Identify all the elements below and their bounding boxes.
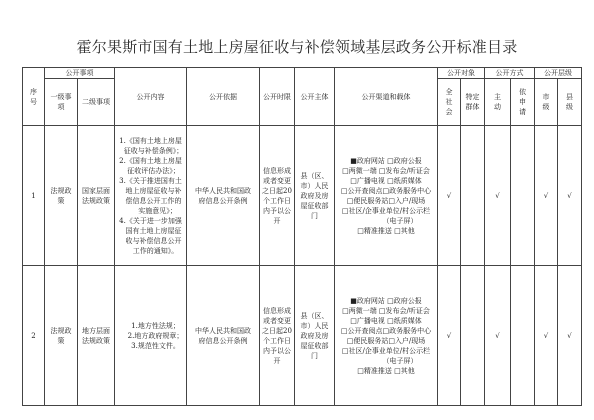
header-seq: 序号 <box>23 68 45 126</box>
row-basis: 中华人民共和国政府信息公开条例 <box>187 266 260 406</box>
table-row <box>23 126 582 266</box>
header-basis: 公开依据 <box>187 68 260 126</box>
check-on-request <box>511 126 535 266</box>
table-row <box>23 266 582 406</box>
row-seq: 1 <box>23 126 45 266</box>
row-subject: 县（区、市）人民政府及房屋征收部门 <box>295 266 335 406</box>
header-level2: 二级事项 <box>78 79 115 126</box>
header-channel: 公开渠道和载体 <box>335 68 438 126</box>
header-subject: 公开主体 <box>295 68 335 126</box>
header-active: 主动 <box>485 79 511 126</box>
check-active: √ <box>485 266 511 406</box>
header-method: 公开方式 <box>485 68 535 79</box>
header-county: 县级 <box>558 79 582 126</box>
header-target: 公开对象 <box>438 68 485 79</box>
header-level1: 一级事项 <box>45 79 78 126</box>
page-title: 霍尔果斯市国有土地上房屋征收与补偿领域基层政务公开标准目录 <box>76 38 518 56</box>
row-level1: 法规政策 <box>45 126 78 266</box>
check-city: √ <box>535 126 558 266</box>
row-channels: ■政府网站 □政府公报 □两微一端 □发布会/听证会 □广播电视 □纸质媒体 □公开查阅点□政务服务中心 □便民服务站□入户/现场 □社区/企事业单位/村公示栏 （电子屏） □精准推送 □其他 <box>335 126 438 266</box>
header-matter: 公开事项 <box>45 68 115 79</box>
header-time: 公开时限 <box>260 68 295 126</box>
check-active: √ <box>485 126 511 266</box>
row-seq: 2 <box>23 266 45 406</box>
row-level2: 地方层面法规政策 <box>78 266 115 406</box>
row-time: 信息形成或者变更之日起20个工作日内予以公开 <box>260 266 295 406</box>
check-specific-group <box>461 126 485 266</box>
header-level: 公开层级 <box>535 68 582 79</box>
check-specific-group <box>461 266 485 406</box>
row-subject: 县（区、市）人民政府及房屋征收部门 <box>295 126 335 266</box>
check-county: √ <box>558 266 582 406</box>
row-basis: 中华人民共和国政府信息公开条例 <box>187 126 260 266</box>
header-content: 公开内容 <box>115 68 187 126</box>
check-on-request <box>511 266 535 406</box>
check-county: √ <box>558 126 582 266</box>
header-city: 市级 <box>535 79 558 126</box>
row-content: 1.《国有土地上房屋 征收与补偿条例》； 2.《国有土地上房屋 征收评估办法》； 3.《关于推进国有土 地上房屋征收与补 偿信息公开工作的 实施意见》； 4.《关于进一步加强 国有土地上房屋征 收与补偿信息公开 工作的通知》。 <box>115 126 187 266</box>
row-level1: 法规政策 <box>45 266 78 406</box>
header-on-request: 依申请 <box>511 79 535 126</box>
check-city: √ <box>535 266 558 406</box>
check-all-society: √ <box>438 126 461 266</box>
header-all-society: 全社会 <box>438 79 461 126</box>
directory-table <box>22 67 582 406</box>
row-time: 信息形成或者变更之日起20个工作日内予以公开 <box>260 126 295 266</box>
check-all-society: √ <box>438 266 461 406</box>
row-level2: 国家层面法规政策 <box>78 126 115 266</box>
header-specific-group: 特定群体 <box>461 79 485 126</box>
row-channels: ■政府网站 □政府公报 □两微一端 □发布会/听证会 □广播电视 □纸质媒体 □公开查阅点□政务服务中心 □便民服务站□入户/现场 □社区/企事业单位/村公示栏 （电子屏） □精准推送 □其他 <box>335 266 438 406</box>
row-content: 1.地方性法规； 2.地方政府规章； 3.规范性文件。 <box>115 266 187 406</box>
